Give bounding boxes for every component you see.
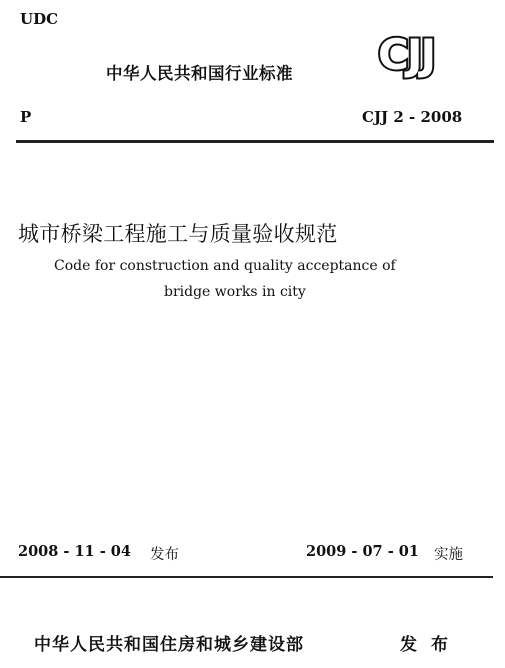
top-divider xyxy=(16,140,494,143)
title-chinese: 城市桥梁工程施工与质量验收规范 xyxy=(18,222,338,246)
implement-date: 2009 - 07 - 01 xyxy=(306,543,419,560)
classification-code: P xyxy=(20,108,32,126)
publisher-name: 中华人民共和国住房和城乡建设部 xyxy=(34,635,304,655)
implement-label: 实施 xyxy=(434,547,463,563)
standard-type-heading: 中华人民共和国行业标准 xyxy=(106,64,293,83)
title-english-line1: Code for construction and quality acceptance of xyxy=(54,258,396,274)
standard-number: CJJ 2 - 2008 xyxy=(362,108,463,126)
udc-label: UDC xyxy=(20,10,59,28)
issue-label: 发布 xyxy=(150,547,179,563)
bottom-divider xyxy=(0,576,493,578)
issue-date: 2008 - 11 - 04 xyxy=(18,543,131,560)
cjj-logo: CJJ xyxy=(378,30,435,79)
title-english-line2: bridge works in city xyxy=(164,284,306,300)
publish-label: 发布 xyxy=(400,635,462,655)
